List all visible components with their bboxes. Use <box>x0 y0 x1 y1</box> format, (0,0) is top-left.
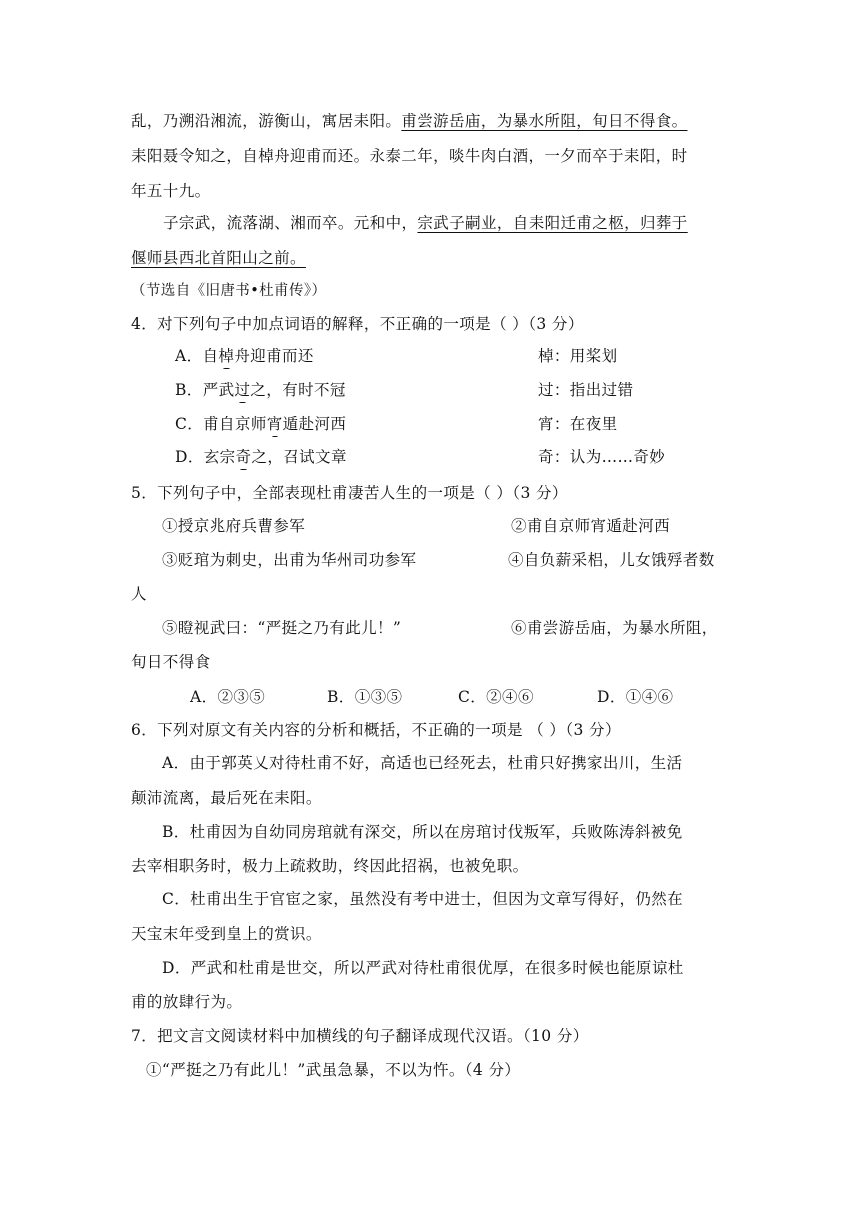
q5-item-4: ④自负薪采梠，儿女饿殍者数 <box>508 551 715 569</box>
q4-option-a <box>175 346 314 366</box>
dotted-word: 奇 <box>235 448 252 466</box>
underlined-sentence-2-cont: 偃师县西北首阳山之前。 <box>131 249 306 267</box>
dotted-word: 过 <box>234 381 251 399</box>
q5-choice-a: A．②③⑤ <box>190 688 266 706</box>
option-text: C．甫自京师 <box>175 415 267 433</box>
option-text: 之，召试文章 <box>251 448 347 466</box>
q4-option-c <box>175 414 346 434</box>
q6-option-b-line-1: B．杜甫因为自幼同房琯就有深交，所以在房琯讨伐叛军，兵败陈涛斜被免 <box>162 823 683 841</box>
option-text: A．自 <box>175 347 219 365</box>
q5-choice-b: B．①③⑤ <box>327 688 403 706</box>
q4-stem: 4．对下列句子中加点词语的解释，不正确的一项是（ ）（3 分） <box>131 315 584 333</box>
underlined-sentence-2: 宗武子嗣业，自耒阳迁甫之柩，归葬于 <box>417 214 688 232</box>
q6-option-d-line-1: D．严武和杜甫是世交，所以严武对待杜甫很优厚，在很多时候也能原谅杜 <box>162 959 684 977</box>
q4-option-c-explanation: 宵：在夜里 <box>538 415 618 433</box>
q4-option-b-explanation: 过：指出过错 <box>538 381 634 399</box>
q6-option-b-line-2: 去宰相职务时，极力上疏救助，终因此招祸，也被免职。 <box>131 857 529 875</box>
q5-choice-c: C．②④⑥ <box>458 688 534 706</box>
q5-item-5: ⑤瞪视武曰：“严挺之乃有此儿！” <box>162 619 402 637</box>
option-text: 舟迎甫而还 <box>234 347 314 365</box>
passage-text: 子宗武，流落湖、湘而卒。元和中， <box>163 214 418 232</box>
q4-option-d-explanation: 奇：认为……奇妙 <box>538 448 666 466</box>
q5-item-6-cont: 旬日不得食 <box>131 653 211 671</box>
q5-choice-d: D．①④⑥ <box>597 688 674 706</box>
option-text: 遁赴河西 <box>282 415 347 433</box>
q5-item-1: ①授京兆府兵曹参军 <box>162 517 306 535</box>
q5-item-3: ③贬琯为刺史，出甫为华州司功参军 <box>162 551 417 569</box>
passage-line-1 <box>131 111 688 131</box>
passage-line-5 <box>131 248 306 268</box>
passage-line-4 <box>163 213 688 233</box>
q6-option-d-line-2: 甫的放肆行为。 <box>131 993 243 1011</box>
q6-option-c-line-2: 天宝末年受到皇上的赏识。 <box>131 925 322 943</box>
q6-option-a-line-1: A．由于郭英乂对待杜甫不好，高适也已经死去，杜甫只好携家出川，生活 <box>162 754 683 772</box>
passage-line-2: 耒阳聂令知之，自棹舟迎甫而还。永泰二年，啖牛肉白酒，一夕而卒于耒阳，时 <box>131 147 688 165</box>
dotted-word: 宵 <box>266 415 283 433</box>
dotted-word: 棹 <box>218 347 235 365</box>
q5-item-6: ⑥甫尝游岳庙，为暴水所阻， <box>511 619 718 637</box>
passage-source: （节选自《旧唐书•杜甫传》） <box>131 283 327 299</box>
q5-stem: 5．下列句子中，全部表现杜甫凄苦人生的一项是（ ）（3 分） <box>131 484 568 502</box>
q6-stem: 6．下列对原文有关内容的分析和概括，不正确的一项是 （ ）（3 分） <box>131 721 621 739</box>
q4-option-a-explanation: 棹：用桨划 <box>538 347 618 365</box>
option-text: 之，有时不冠 <box>250 381 346 399</box>
passage-line-3: 年五十九。 <box>131 182 211 200</box>
option-text: D．玄宗 <box>175 448 236 466</box>
underlined-sentence-1: 甫尝游岳庙，为暴水所阻，旬日不得食。 <box>401 112 688 130</box>
q7-stem: 7．把文言文阅读材料中加横线的句子翻译成现代汉语。（10 分） <box>131 1027 589 1045</box>
q4-option-b <box>175 380 346 400</box>
q4-option-d <box>175 447 347 467</box>
q5-item-4-cont: 人 <box>131 585 147 603</box>
option-text: B．严武 <box>175 381 235 399</box>
q7-sub-question-1: ①“严挺之乃有此儿！”武虽急暴，不以为忤。（4 分） <box>146 1061 521 1079</box>
passage-text: 乱，乃溯沿湘流，游衡山，寓居耒阳。 <box>131 112 402 130</box>
q5-item-2: ②甫自京师宵遁赴河西 <box>511 517 671 535</box>
q6-option-c-line-1: C．杜甫出生于官宦之家，虽然没有考中进士，但因为文章写得好，仍然在 <box>162 890 684 908</box>
q6-option-a-line-2: 颠沛流离，最后死在耒阳。 <box>131 789 322 807</box>
